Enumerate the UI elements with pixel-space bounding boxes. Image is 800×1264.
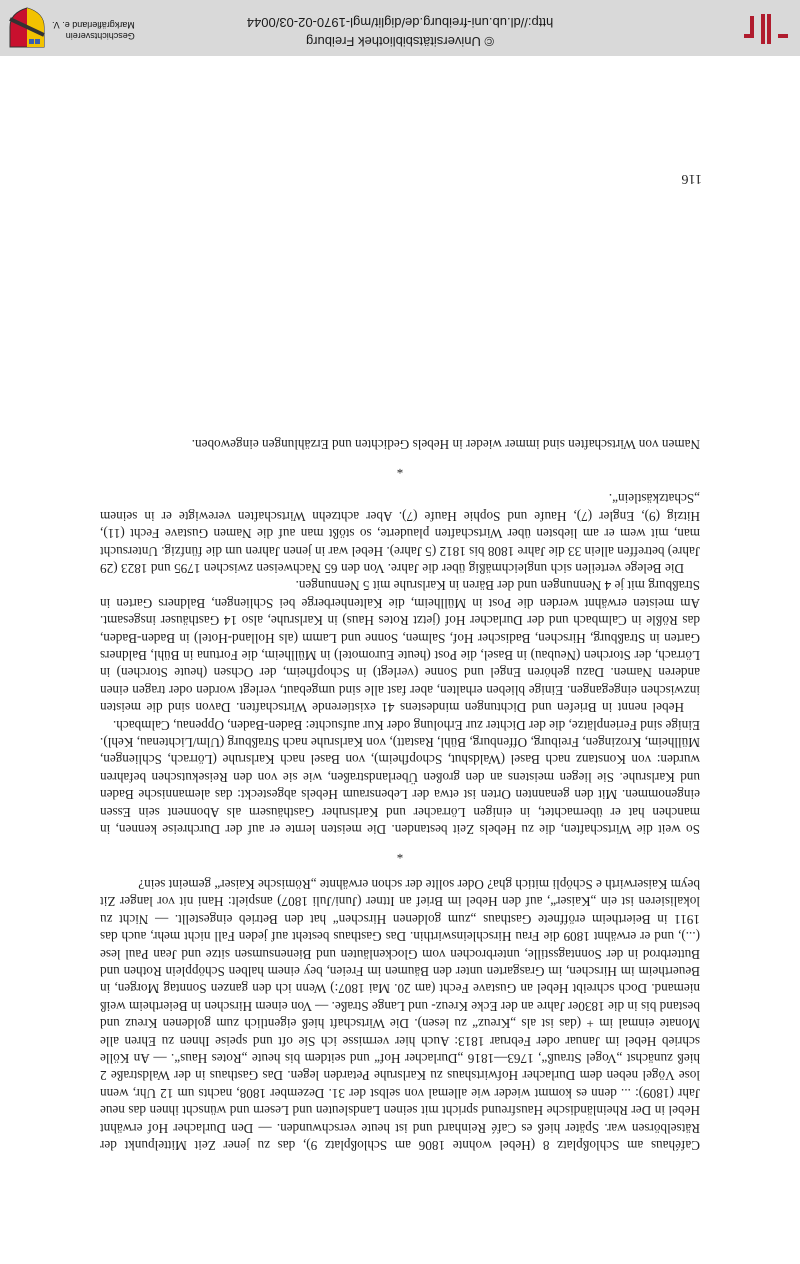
page-number: 116: [681, 171, 702, 186]
paragraph-4: Die Belege verteilen sich ungleichmäßig über die Jahre. Von den 65 Nachweisen zwischen 1795 und 1823 (29 Jahre) betreffen allein 33 die Jahre 1808 bis 1812 (5 Jahre). Hebel war in jenen Jahren um die fünfzig. Untersucht man, mit wem er am liebsten über Wirtschaften plauderte, so stößt man auf die Namen Gustave Fecht (11), Hitzig (9), Engler (7), Haufe und Sophie Haufe (7). Aber achtzehn Wirtschaften verewigte er in seinem „Schatzkästlein“.: [100, 491, 700, 576]
society-block[interactable]: [8, 5, 148, 51]
society-name: [52, 19, 135, 41]
section-separator-2: *: [396, 461, 404, 477]
paragraph-2: So weit die Wirtschaften, die zu Hebels Zeit bestanden. Die meisten lernte er auf der Durchreise kennen, in manchen hat er übernachtet, in einigen Lörracher und Karlsruher Gasthäusern als Abonnent sein Essen eingenommen. Mit den genannten Orten ist etwa der Lebensraum Hebels abgesteckt: das alemannische Baden und Karlsruhe. Sie liegen meistens an den großen Überlandstraßen, wie sie von den Reisekutschen befahren wurden: von Konstanz nach Basel (Waldshut, Schopfheim), von Basel nach Karlsruhe (Lörrach, Schliengen, Müllheim, Krozingen, Freiburg, Offenburg, Bühl, Rastatt), von Karlsruhe nach Straßburg (Ulm/Lichtenau, Kehl). Einige sind Ferienplätze, die der Dichter zur Erholung oder Kur aufsuchte: Baden-Baden, Oppenau, Calmbach.: [100, 717, 700, 838]
section-separator: *: [396, 847, 404, 863]
copyright-text: © Universitätsbibliothek Freiburg: [305, 34, 495, 49]
body-text: [100, 435, 700, 1154]
society-line-1: Geschichtsverein: [65, 31, 135, 41]
source-url-link[interactable]: http://dl.ub.uni-freiburg.de/diglit/mgl-1970-02-03/0044: [246, 15, 554, 30]
paragraph-3: Hebel nennt in Briefen und Dichtungen mindestens 41 existierende Wirtschaften. Davon sind die meisten inzwischen eingegangen. Einige blieben erhalten, aber fast alle sind umgebaut, verlegt worden oder tragen einen anderen Namen. Dazu gehören Engel und Sonne (verlegt) in Schopfheim, der Ochsen (heute Storchen) in Lörrach, der Storchen (Neubau) in Basel, die Post (heute Euromotel) in Müllheim, die Fortuna in Bühl, Baldners Garten in Straßburg, Hirschen, Badischer Hof, Salmen, Sonne und Lamm (als Holland-Hotel) in Baden-Baden, das Rößle in Calmbach und der Durlacher Hof (jetzt Rotes Haus) in Karlsruhe, also 14 Gasthäuser insgesamt. Am meisten erwähnt werden die Post in Müllheim, die Kaltenherberge bei Schliengen, Baldners Garten in Straßburg mit je 4 Nennungen und der Bären in Karlsruhe mit 5 Nennungen.: [100, 578, 700, 716]
paragraph-1: Caféhaus am Schloßplatz 8 (Hebel wohnte 1806 am Schloßplatz 9), das zu jener Zeit Mittelpunkt der Rätselbörsen war. Später hieß es Café Reinhard und ist heute verschwunden. — Den Durlacher Hof erwähnt Hebel in Der Rheinländische Hausfreund spricht mit seinen Landsleuten und Lesern und wünscht ihnen das neue Jahr (1809): ... denn es kommt wieder wie allemal von selbst der 31. Dezember 1808, nachts um 12 Uhr, wenn lose Vögel neben dem Durlacher Hofwirtshaus zu Karlsruhe Petarden legen. Das Gasthaus in der Waldstraße 2 hieß zunächst „Vogel Strauß“, 1763—1816 „Durlacher Hof“ und seitdem bis heute „Rotes Haus“. — An Kölle schrieb Hebel im Januar oder Februar 1813: Auch hier vermisse ich Sie oft und speise Ihnen zu Ehren alle Monate einmal im + (das ist als „Kreuz“ zu lesen). Die Wirtschaft hieß eigentlich zum goldenen Kreuz und bestand bis in die 1830er Jahre an der Ecke Kreuz- und Lange Straße. — Von einem Hirschen in Beiertheim weiß niemand. Doch schreibt Hebel an Gustave Fecht (am 20. Mai 1807:) Wenn ich den ganzen Sonntag Morgen, in Beuertheim im Hirschen, im Grasgarten unter den Bäumen im Freien, bey einem halben Schöpplein Rothen und Butterbrod in der Sonntagsstille, unterbrochen vom Glockenläuten und Bienensumsen sitze und Jean Paul lese (...), und er erwähnt 1809 die Frau Hirschleinswirthin. Das Gasthaus besteht auf jeden Fall nicht mehr, auch das 1911 in Beiertheim eröffnete Gasthaus „zum goldenen Hirschen“ hat den Betrieb eingestellt. — Nicht zu lokalisieren ist ein „Kaiser“, auf den Hebel im Brief an Ittner (Juni/Juli 1807) anspielt: Hani nit vor langer Zit beym Kaiserwirth e Schöpli mitich gha? Oder sollte der schon erwähnte „Römische Kaiser“ gemeint sein?: [100, 876, 700, 1153]
coat-of-arms-icon: [8, 7, 46, 49]
footer-bar: [0, 0, 800, 56]
paragraph-5: Namen von Wirtschaften sind immer wieder in Hebels Gedichten und Erzählungen eingewoben.: [191, 436, 700, 452]
society-line-2: Markgräflerland e. V.: [52, 20, 135, 30]
